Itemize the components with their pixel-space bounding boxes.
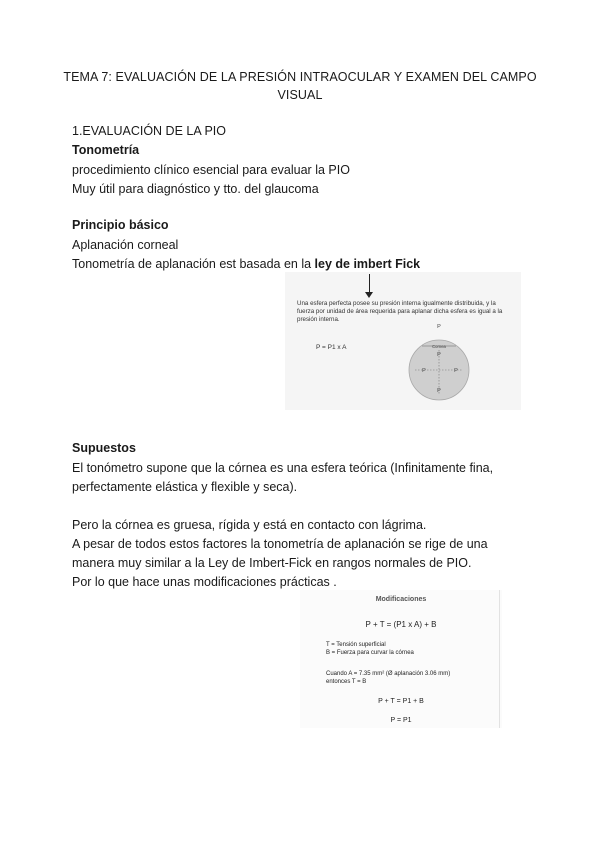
simplified-line-a: P + T = P1 + B xyxy=(378,698,424,705)
figure-equation: P = P1 x A xyxy=(316,344,347,351)
principio-law-name: ley de imbert Fick xyxy=(314,257,421,271)
document-title xyxy=(60,68,540,104)
modificaciones-figure xyxy=(300,590,502,728)
definition-b: B = Fuerza para curvar la córnea xyxy=(326,650,414,656)
label-inner: P xyxy=(437,352,441,358)
title-line-1: TEMA 7: EVALUACIÓN DE LA PRESIÓN INTRAOCULAR Y EXAMEN DEL CAMPO xyxy=(63,70,537,84)
simplified-line-b: P = P1 xyxy=(390,717,412,724)
supuestos-line-2: perfectamente elástica y flexible y seca). xyxy=(72,480,298,494)
imbert-fick-figure xyxy=(285,272,521,410)
sphere-diagram xyxy=(285,272,521,410)
principio-heading: Principio básico xyxy=(72,218,169,232)
tonometria-heading: Tonometría xyxy=(72,143,140,157)
supuestos-line-6: Por lo que hace unas modificaciones prácticas . xyxy=(72,575,337,589)
label-right: P xyxy=(454,368,458,374)
label-left: P xyxy=(422,368,426,374)
label-flat: Cornea xyxy=(432,344,446,349)
label-bottom: P xyxy=(437,388,441,394)
supuestos-heading: Supuestos xyxy=(72,441,136,455)
tonometria-line-1: procedimiento clínico esencial para evaluar la PIO xyxy=(72,163,350,177)
condition-line-1: Cuando A = 7.35 mm² (Ø aplanación 3.06 mm) xyxy=(326,671,451,677)
principio-line-2-text: Tonometría de aplanación est basada en la xyxy=(72,257,315,271)
supuestos-line-5: manera muy similar a la Ley de Imbert-Fick en rangos normales de PIO. xyxy=(72,556,472,570)
supuestos-line-4: A pesar de todos estos factores la tonometría de aplanación se rige de una xyxy=(72,537,488,551)
principio-line-1: Aplanación corneal xyxy=(72,238,179,252)
modificaciones-title: Modificaciones xyxy=(375,596,427,603)
supuestos-line-3: Pero la córnea es gruesa, rígida y está en contacto con lágrima. xyxy=(72,518,427,532)
supuestos-line-1: El tonómetro supone que la córnea es una esfera teórica (Infinitamente fina, xyxy=(72,461,494,475)
tonometria-line-2: Muy útil para diagnóstico y tto. del glaucoma xyxy=(72,182,319,196)
figure-description: Una esfera perfecta posee su presión interna igualmente distribuida, y la fuerza por unidad de área requerida para aplanar dicha esfera es igual a la presión interna. xyxy=(297,300,503,323)
title-line-2: VISUAL xyxy=(277,88,323,102)
figure-edge xyxy=(499,590,500,728)
condition-line-2: entonces T = B xyxy=(326,679,367,685)
label-top: P xyxy=(437,324,441,330)
definition-t: T = Tensión superficial xyxy=(326,642,386,648)
modificaciones-formula: P + T = (P1 x A) + B xyxy=(365,620,437,629)
section-heading: 1.EVALUACIÓN DE LA PIO xyxy=(72,124,226,138)
